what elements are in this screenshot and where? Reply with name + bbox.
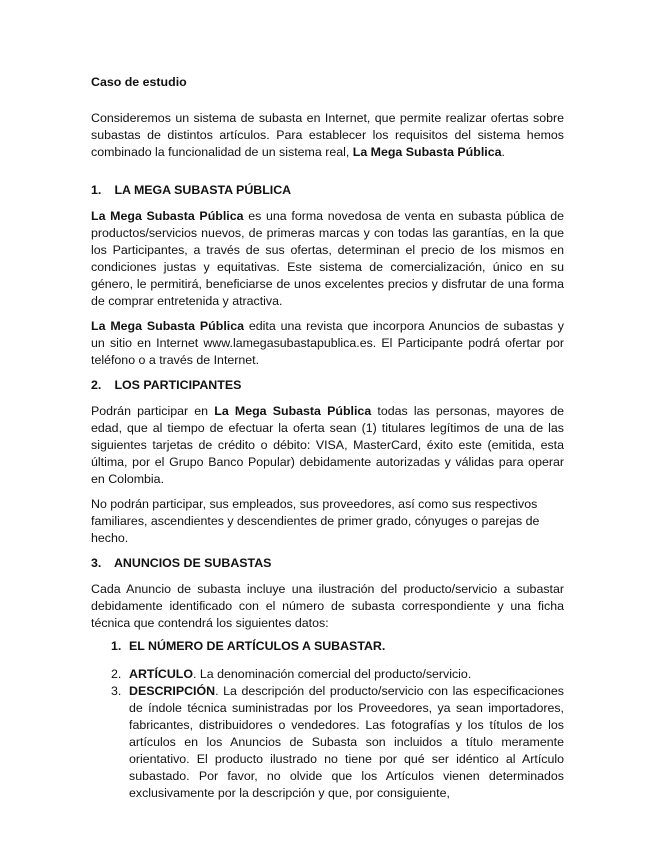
section-1-paragraph-1	[91, 208, 564, 310]
list-item	[91, 638, 564, 655]
list-item	[91, 683, 564, 802]
intro-brand: La Mega Subasta Pública	[352, 145, 502, 159]
section-1-p2-brand: La Mega Subasta Pública	[91, 319, 244, 333]
list-item-label: EL NÚMERO DE ARTÍCULOS A SUBASTAR.	[129, 639, 386, 653]
section-2-p1-brand: La Mega Subasta Pública	[214, 404, 372, 418]
document-title: Caso de estudio	[91, 75, 187, 89]
datasheet-list	[91, 638, 564, 802]
intro-paragraph	[91, 110, 564, 161]
section-1-p2-text: edita una revista que incorpora Anuncios de subastas y un sitio en Internet www.lamegasubastapublica.es. El Participante podrá ofertar por teléfono o a través de Internet.	[91, 319, 564, 367]
list-item-text: . La descripción del producto/servicio con las especificaciones de índole técnica suministradas por los Proveedores, ya sean importadores, fabricantes, distribuidores o vendedores. Las fotografías y los títulos de los artículos en los Anuncios de Subasta son incluidos a título meramente orientativo. El producto ilustrado no tiene por qué ser idéntico al Artículo subastado. Por favor, no olvide que los Artículos vienen determinados exclusivamente por la descripción y que, por consiguiente,	[129, 684, 564, 800]
section-1-heading	[91, 182, 564, 199]
section-2-p1-text: todas las personas, mayores de edad, que al tiempo de efectuar la oferta sean (1) titulares legítimos de una de las siguientes tarjetas de crédito o débito: VISA, MasterCard, éxito este (emitida, esta última, por el Grupo Banco Popular) debidamente autorizadas y válidas para operar en Colombia.	[91, 404, 564, 486]
list-item-label: DESCRIPCIÓN	[129, 684, 216, 698]
section-2-paragraph-1	[91, 403, 564, 488]
list-item-label: ARTÍCULO	[129, 667, 194, 681]
list-item-number: 2.	[111, 667, 122, 681]
section-2-p1-pre: Podrán participar en	[91, 404, 215, 418]
section-3-title: ANUNCIOS DE SUBASTAS	[113, 556, 272, 570]
list-item-number: 3.	[111, 684, 122, 698]
section-2-title: LOS PARTICIPANTES	[114, 378, 242, 392]
document-page	[91, 74, 564, 802]
section-2-p2-text: No podrán participar, sus empleados, sus proveedores, así como sus respectivos familiares, ascendientes y descendientes de primer grado, cónyuges o parejas de hecho.	[91, 497, 540, 545]
list-item	[91, 666, 564, 683]
section-1-p1-text: es una forma novedosa de venta en subasta pública de productos/servicios nuevos, de primeras marcas y con todas las garantías, en la que los Participantes, a través de sus ofertas, determinan el precio de los mismos en condiciones justas y equitativas. Este sistema de comercialización, único en su género, le permitirá, beneficiarse de unos excelentes precios y disfrutar de una forma de comprar entretenida y atractiva.	[91, 209, 565, 308]
intro-text: Consideremos un sistema de subasta en Internet, que permite realizar ofertas sobre subastas de distintos artículos. Para establecer los requisitos del sistema hemos combinado la funcionalidad de un sistema real,	[91, 111, 564, 159]
intro-end: .	[501, 145, 505, 159]
section-2-heading	[91, 377, 564, 394]
section-2-paragraph-2	[91, 496, 564, 547]
section-1-p1-brand: La Mega Subasta Pública	[91, 209, 244, 223]
section-3-number: 3.	[91, 556, 102, 570]
section-2-number: 2.	[91, 378, 102, 392]
section-1-paragraph-2	[91, 318, 564, 369]
section-3-paragraph-1: Cada Anuncio de subasta incluye una ilustración del producto/servicio a subastar debidamente identificado con el número de subasta correspondiente y una ficha técnica que contendrá los siguientes datos:	[91, 582, 564, 630]
section-1-number: 1.	[91, 183, 102, 197]
list-item-number: 1.	[111, 639, 122, 653]
section-1-title: LA MEGA SUBASTA PÚBLICA	[114, 183, 292, 197]
list-item-text: . La denominación comercial del producto/servicio.	[193, 667, 472, 681]
section-3-heading	[91, 555, 564, 572]
